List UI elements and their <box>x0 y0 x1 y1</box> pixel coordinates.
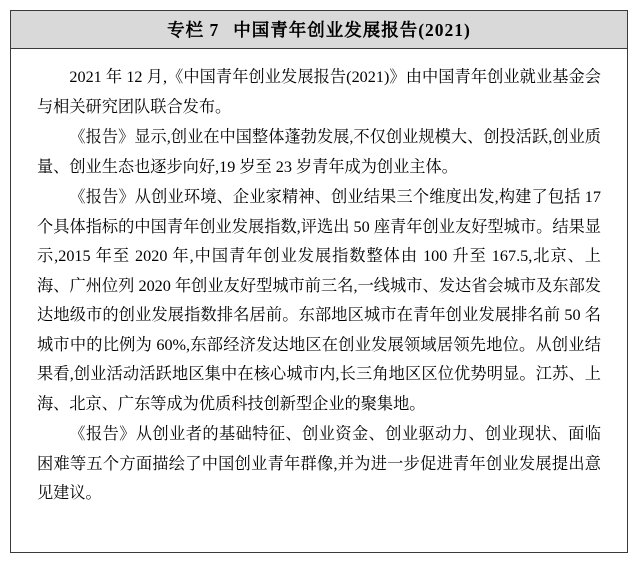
paragraph: 2021 年 12 月,《中国青年创业发展报告(2021)》由中国青年创业就业基金会与相关研究团队联合发布。 <box>37 68 601 116</box>
paragraph: 《报告》从创业环境、企业家精神、创业结果三个维度出发,构建了包括 17 个具体指标的中国青年创业发展指数,评选出 50 座青年创业友好型城市。结果显示,2015 年至 2020 年,中国青年创业发展指数整体由 100 升至 167.5,北京、上海、广州位列 2020 年创业友好型城市前三名,一线城市、发达省会城市及东部发达地级市的创业发展指数排名居前。东部地区城市在青年创业发展排名前 50 名城市中的比例为 60%,东部经济发达地区在创业发展领域居领先地位。从创业结果看,创业活动活跃地区集中在核心城市内,长三角地区区位优势明显。江苏、上海、北京、广东等成为优质科技创新型企业的聚集地。 <box>37 188 601 413</box>
feature-box <box>10 10 628 553</box>
paragraph: 《报告》显示,创业在中国整体蓬勃发展,不仅创业规模大、创投活跃,创业质量、创业生态也逐步向好,19 岁至 23 岁青年成为创业主体。 <box>37 128 601 176</box>
box-number-label: 专栏 7 <box>167 20 220 40</box>
box-heading: 中国青年创业发展报告(2021) <box>233 20 471 40</box>
paragraph: 《报告》从创业者的基础特征、创业资金、创业驱动力、创业现状、面临困难等五个方面描绘了中国创业青年群像,并为进一步促进青年创业发展提出意见建议。 <box>37 425 601 502</box>
box-title-bar <box>11 11 627 49</box>
box-body <box>11 49 627 520</box>
